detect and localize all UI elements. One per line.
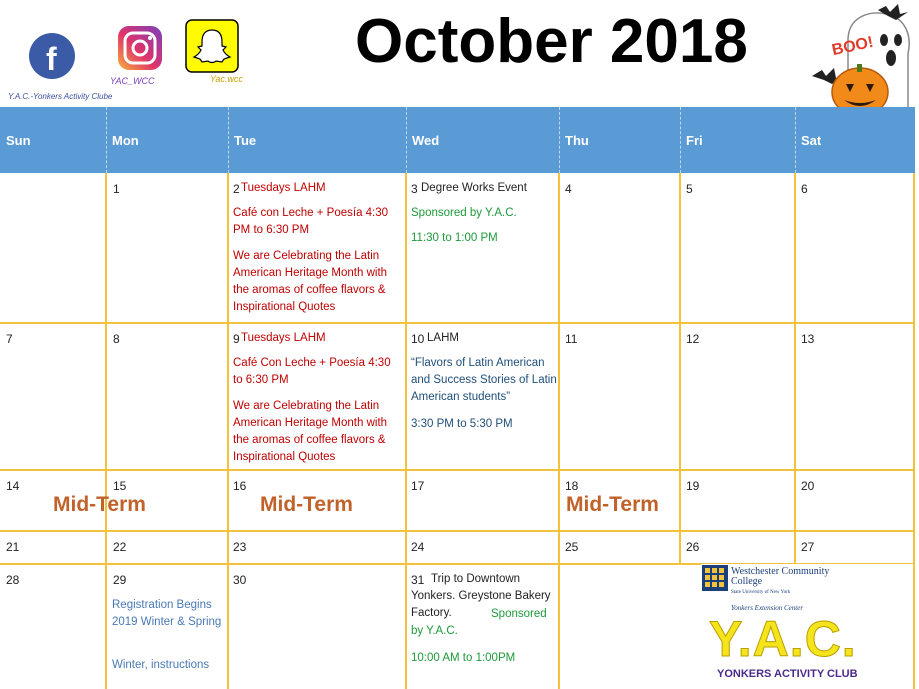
event-detail: We are Celebrating the Latin American Heritage Month with the aromas of coffee flavors & Inspirational Quotes [233,400,388,463]
midterm-label: Mid-Term [53,493,146,516]
day-number: 19 [686,479,700,493]
wcc-center: Yonkers Extension Center [731,604,804,612]
day-number: 12 [686,332,700,346]
yac-big-letters: Y.A.C. [709,611,857,667]
day-number: 6 [801,182,808,196]
yac-club-name: YONKERS ACTIVITY CLUB [717,668,858,680]
day-number: 23 [233,540,247,554]
midterm-label: Mid-Term [566,493,659,516]
column-divider [794,173,796,563]
day-number: 16 [233,479,247,493]
event-detail: Café Con Leche + Poesía 4:30 to 6:30 PM [233,357,391,386]
event-detail: Sponsored by Y.A.C. [411,207,517,219]
event-detail: Registration Begins 2019 Winter & Spring [112,599,222,628]
day-number: 29 [113,573,127,587]
event-title: Tuesdays LAHM [241,332,326,344]
event-title: Tuesdays LAHM [241,182,326,194]
column-divider [679,173,681,563]
row-divider [0,322,915,324]
day-number: 2 [233,182,240,196]
event-detail: 10:00 AM to 1:00PM [411,652,516,664]
day-number: 27 [801,540,815,554]
yac-caption: Y.A.C.-Yonkers Activity Clube [8,92,113,101]
event-detail: “Flavors of Latin American and Success Stories of Latin American students” [411,357,557,403]
row-divider [0,469,915,471]
day-number: 21 [6,540,20,554]
instagram-caption: YAC_WCC [110,76,155,86]
day-number: 15 [113,479,127,493]
facebook-logo [8,4,120,106]
day-number: 4 [565,182,572,196]
day-number: 7 [6,332,13,346]
event-detail: 3:30 PM to 5:30 PM [411,418,513,430]
snapchat-icon [182,16,242,76]
weekday-thu: Thu [565,133,589,148]
day-number: 24 [411,540,425,554]
column-divider [558,173,560,689]
event-detail: Café con Leche + Poesía 4:30 PM to 6:30 PM [233,207,389,236]
day-number: 26 [686,540,700,554]
header-divider [559,107,560,173]
day-number: 13 [801,332,815,346]
column-divider [405,173,407,689]
yac-logo [701,564,913,689]
svg-text:f: f [46,41,57,77]
halloween-graphic [808,0,919,118]
event-detail: Sponsored by Y.A.C. [411,608,547,637]
column-divider [227,173,229,689]
day-number: 8 [113,332,120,346]
header-divider [106,107,107,173]
day-number: 17 [411,479,425,493]
midterm-label: Mid-Term [260,493,353,516]
day-number: 9 [233,332,240,346]
weekday-mon: Mon [112,133,139,148]
weekday-sun: Sun [6,133,31,148]
day-number: 14 [6,479,20,493]
wcc-college-name: Westchester Community College [731,566,830,587]
facebook-icon [8,4,120,106]
event-detail: Winter, instructions [112,659,210,671]
day-number: 5 [686,182,693,196]
pumpkin-ghost-icon [808,0,919,118]
weekday-tue: Tue [234,133,257,148]
column-divider [105,173,107,689]
instagram-icon [110,22,165,77]
weekday-wed: Wed [412,133,440,148]
weekday-fri: Fri [686,133,703,148]
day-number: 25 [565,540,579,554]
header-divider [795,107,796,173]
snapchat-caption: Yac.wcc [210,74,243,84]
wcc-logo-icon [701,564,731,594]
day-number: 31 [411,573,425,587]
weekday-sat: Sat [801,133,822,148]
page-title: October 2018 [355,7,748,76]
svg-text:BOO!: BOO! [830,33,875,60]
event-detail: We are Celebrating the Latin American Heritage Month with the aromas of coffee flavors & Inspirational Quotes [233,250,388,313]
day-number: 1 [113,182,120,196]
event-title: Degree Works Event [421,182,527,194]
day-number: 20 [801,479,815,493]
day-number: 30 [233,573,247,587]
day-number: 11 [565,332,578,346]
column-divider [913,173,915,689]
row-divider [0,530,915,532]
day-number: 18 [565,479,579,493]
snapchat-logo [182,16,252,96]
header-divider [406,107,407,173]
day-number: 3 [411,182,418,196]
day-number: 10 [411,332,425,346]
event-title: Trip to Downtown Yonkers. Greystone Bakery Factory. [411,573,551,619]
event-title: LAHM [427,332,459,344]
instagram-logo [110,22,165,92]
header-divider [680,107,681,173]
event-detail: 11:30 to 1:00 PM [411,232,498,244]
day-number: 22 [113,540,127,554]
header-divider [228,107,229,173]
wcc-suny: State University of New York [731,590,791,595]
day-number: 28 [6,573,20,587]
